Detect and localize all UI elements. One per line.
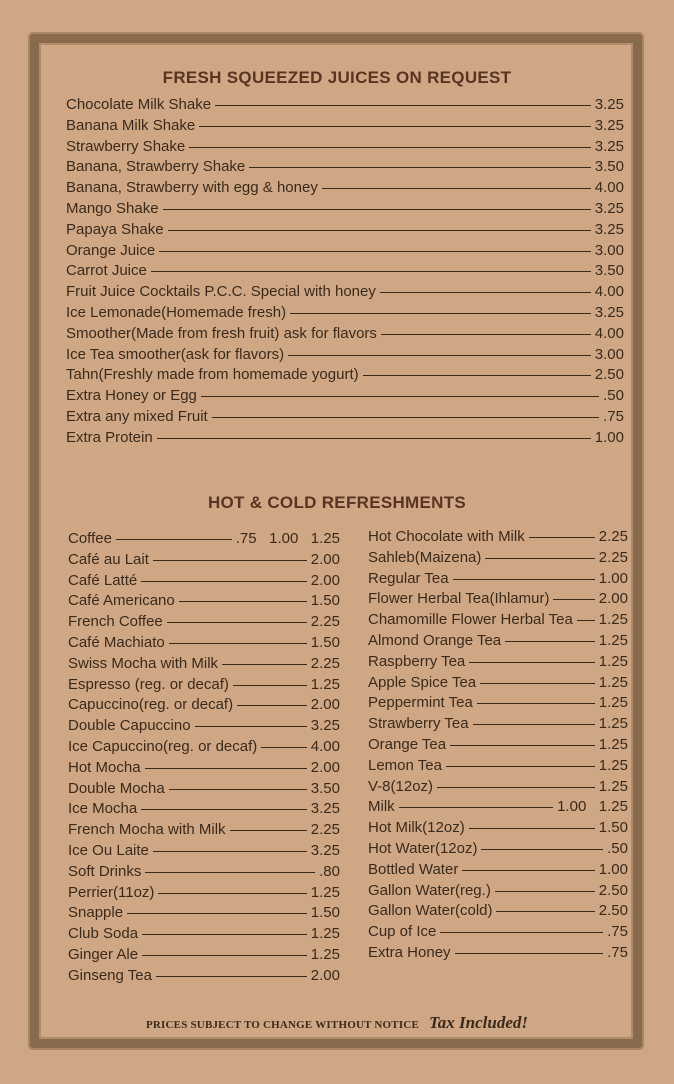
leader-line — [153, 851, 307, 852]
menu-item-name: Apple Spice Tea — [368, 673, 477, 691]
leader-line — [199, 126, 591, 127]
menu-item-row — [368, 818, 628, 838]
menu-item-name: Orange Juice — [66, 241, 156, 259]
menu-item-row — [68, 945, 340, 965]
leader-line — [145, 768, 307, 769]
menu-item-name: Double Capuccino — [68, 717, 191, 735]
menu-item-name: Raspberry Tea — [368, 652, 466, 670]
menu-item-name: Orange Tea — [368, 736, 447, 753]
leader-line — [156, 976, 307, 977]
menu-item-price: .75 — [607, 944, 628, 961]
leader-line — [473, 724, 595, 725]
menu-item-name: Banana, Strawberry Shake — [66, 158, 246, 176]
menu-item-price: 3.25 — [594, 304, 624, 321]
leader-line — [159, 251, 591, 252]
menu-item-price: 3.50 — [594, 158, 624, 176]
menu-item-price: 1.25 — [598, 652, 628, 670]
menu-item-row — [68, 675, 340, 695]
menu-item-name: Café au Lait — [68, 550, 149, 568]
menu-item-price: 3.50 — [310, 779, 340, 797]
leader-line — [169, 643, 307, 644]
menu-item-price: .80 — [319, 862, 340, 880]
menu-item-row — [368, 777, 628, 797]
leader-line — [505, 641, 595, 642]
menu-item-name: Gallon Water(reg.) — [368, 881, 491, 899]
menu-item-price: 1.00 1.25 — [557, 798, 628, 816]
menu-item-name: Papaya Shake — [66, 220, 164, 238]
leader-line — [437, 787, 595, 788]
menu-item-row — [368, 922, 628, 942]
leader-line — [480, 683, 595, 684]
menu-item-row — [368, 569, 628, 589]
menu-item-row — [368, 714, 628, 734]
menu-item-name: Tahn(Freshly made from homemade yogurt) — [66, 366, 359, 384]
menu-item-name: Hot Mocha — [68, 758, 141, 776]
menu-item-name: Almond Orange Tea — [368, 632, 502, 649]
menu-item-price: 2.50 — [594, 366, 624, 384]
menu-item-row — [68, 695, 340, 715]
menu-item-price: .50 — [607, 840, 628, 857]
menu-item-price: 1.50 — [310, 634, 340, 651]
menu-item-price: 1.50 — [310, 904, 340, 922]
menu-item-row — [66, 303, 624, 323]
menu-item-row — [66, 324, 624, 344]
menu-item-price: 3.25 — [594, 220, 624, 238]
menu-item-row — [66, 386, 624, 406]
menu-item-price: 1.50 — [598, 819, 628, 837]
menu-item-price: 2.50 — [598, 902, 628, 920]
menu-item-price: 1.25 — [598, 715, 628, 733]
leader-line — [485, 558, 594, 559]
leader-line — [167, 622, 307, 623]
menu-item-name: Café Latté — [68, 571, 138, 589]
menu-item-name: Soft Drinks — [68, 862, 142, 880]
menu-item-name: Extra Protein — [66, 428, 153, 446]
menu-item-row — [68, 862, 340, 882]
menu-item-price: .75 — [603, 408, 624, 425]
menu-item-price: 3.25 — [310, 842, 340, 859]
menu-item-row — [68, 529, 340, 549]
leader-line — [481, 849, 603, 850]
menu-item-price: 1.50 — [310, 592, 340, 610]
menu-item-name: Sahleb(Maizena) — [368, 548, 482, 566]
menu-item-price: 1.25 — [598, 777, 628, 795]
menu-item-name: Ginseng Tea — [68, 966, 152, 984]
leader-line — [222, 664, 307, 665]
menu-item-name: Double Mocha — [68, 779, 165, 797]
menu-item-price: 1.25 — [598, 694, 628, 712]
menu-item-row — [68, 612, 340, 632]
leader-line — [440, 932, 603, 933]
menu-item-row — [68, 924, 340, 944]
menu-item-row — [68, 716, 340, 736]
leader-line — [322, 188, 591, 189]
menu-item-name: Smoother(Made from fresh fruit) ask for flavors — [66, 324, 377, 342]
menu-item-name: Lemon Tea — [368, 756, 442, 774]
leader-line — [469, 662, 595, 663]
menu-item-name: Hot Water(12oz) — [368, 840, 478, 857]
leader-line — [201, 396, 599, 397]
menu-item-name: Ice Mocha — [68, 800, 138, 818]
menu-item-row — [66, 157, 624, 177]
menu-item-name: Chamomille Flower Herbal Tea — [368, 611, 573, 629]
menu-item-name: Chocolate Milk Shake — [66, 96, 212, 113]
menu-item-price: 3.50 — [594, 262, 624, 280]
menu-item-row — [68, 550, 340, 570]
menu-item-row — [66, 116, 624, 136]
menu-item-name: Milk — [368, 798, 395, 816]
menu-item-name: Strawberry Shake — [66, 137, 186, 155]
menu-item-row — [66, 365, 624, 385]
menu-item-name: Ice Tea smoother(ask for flavors) — [66, 345, 285, 363]
menu-item-name: Peppermint Tea — [368, 694, 473, 712]
menu-item-name: Ice Lemonade(Homemade fresh) — [66, 304, 287, 321]
menu-item-row — [368, 860, 628, 880]
leader-line — [495, 891, 595, 892]
menu-item-price: 3.25 — [594, 96, 624, 113]
menu-item-row — [368, 548, 628, 568]
menu-item-row — [66, 428, 624, 448]
menu-item-price: 1.25 — [598, 673, 628, 691]
menu-item-price: 1.25 — [598, 736, 628, 753]
menu-item-row — [66, 178, 624, 198]
leader-line — [380, 292, 591, 293]
menu-item-name: Perrier(11oz) — [68, 883, 155, 901]
leader-line — [529, 537, 595, 538]
menu-item-row — [68, 820, 340, 840]
menu-item-row — [68, 758, 340, 778]
menu-item-price: 2.25 — [310, 613, 340, 631]
menu-item-row — [66, 137, 624, 157]
menu-item-name: Strawberry Tea — [368, 715, 469, 733]
leader-line — [261, 747, 307, 748]
menu-item-price: 1.25 — [310, 675, 340, 693]
leader-line — [163, 209, 591, 210]
menu-item-row — [368, 652, 628, 672]
menu-item-price: 1.00 — [598, 860, 628, 878]
menu-item-row — [368, 839, 628, 859]
leader-line — [577, 620, 595, 621]
menu-item-name: Hot Milk(12oz) — [368, 819, 465, 837]
menu-item-price: 2.25 — [310, 654, 340, 672]
menu-item-price: 4.00 — [594, 179, 624, 197]
menu-item-price: 1.25 — [598, 756, 628, 774]
menu-item-name: Regular Tea — [368, 569, 449, 587]
menu-item-row — [68, 779, 340, 799]
leader-line — [189, 147, 591, 148]
menu-item-name: Ice Capuccino(reg. or decaf) — [68, 738, 258, 755]
menu-item-price: 2.00 — [598, 590, 628, 608]
leader-line — [141, 581, 307, 582]
menu-item-row — [368, 610, 628, 630]
menu-item-price: 2.00 — [310, 696, 340, 714]
leader-line — [116, 539, 232, 540]
menu-item-name: Gallon Water(cold) — [368, 902, 493, 920]
menu-item-name: Hot Chocolate with Milk — [368, 528, 525, 545]
menu-item-name: Extra any mixed Fruit — [66, 408, 208, 425]
leader-line — [215, 105, 591, 106]
leader-line — [168, 230, 591, 231]
menu-item-row — [368, 673, 628, 693]
leader-line — [127, 913, 307, 914]
menu-item-row — [368, 943, 628, 963]
menu-item-price: 3.00 — [594, 241, 624, 259]
leader-line — [455, 953, 604, 954]
menu-item-price: 1.00 — [598, 569, 628, 587]
menu-item-price: 3.00 — [594, 345, 624, 363]
menu-item-row — [368, 693, 628, 713]
menu-item-price: 1.25 — [310, 925, 340, 943]
menu-item-name: Bottled Water — [368, 860, 459, 878]
menu-item-name: French Mocha with Milk — [68, 821, 226, 839]
menu-item-name: Extra Honey or Egg — [66, 387, 197, 405]
menu-item-name: Capuccino(reg. or decaf) — [68, 696, 234, 714]
menu-item-price: 2.00 — [310, 966, 340, 984]
menu-item-name: Banana, Strawberry with egg & honey — [66, 179, 318, 197]
menu-item-price: 2.00 — [310, 571, 340, 589]
menu-item-name: Fruit Juice Cocktails P.C.C. Special with honey — [66, 283, 376, 301]
leader-line — [179, 601, 307, 602]
menu-item-row — [68, 966, 340, 986]
menu-item-name: Carrot Juice — [66, 262, 147, 280]
menu-item-row — [368, 527, 628, 547]
menu-item-row — [66, 241, 624, 261]
menu-item-name: Banana Milk Shake — [66, 116, 196, 134]
leader-line — [249, 167, 591, 168]
menu-item-name: V-8(12oz) — [368, 777, 434, 795]
leader-line — [399, 807, 553, 808]
leader-line — [288, 355, 591, 356]
menu-item-row — [68, 633, 340, 653]
leader-line — [169, 789, 307, 790]
menu-item-name: Flower Herbal Tea(Ihlamur) — [368, 590, 550, 608]
leader-line — [462, 870, 594, 871]
menu-item-price: 4.00 — [594, 283, 624, 301]
menu-item-price: 2.25 — [598, 548, 628, 566]
leader-line — [453, 579, 595, 580]
menu-item-row — [68, 571, 340, 591]
leader-line — [290, 313, 591, 314]
menu-item-row — [66, 261, 624, 281]
menu-item-price: 2.50 — [598, 881, 628, 899]
juices-section-title: FRESH SQUEEZED JUICES ON REQUEST — [162, 68, 512, 87]
leader-line — [142, 934, 307, 935]
menu-item-row — [68, 883, 340, 903]
menu-item-price: 1.25 — [598, 611, 628, 629]
menu-item-price: 3.25 — [594, 200, 624, 217]
leader-line — [450, 745, 595, 746]
leader-line — [469, 828, 595, 829]
menu-item-name: Café Americano — [68, 592, 175, 610]
leader-line — [233, 685, 307, 686]
menu-item-price: .75 — [607, 923, 628, 941]
menu-item-price: 4.00 — [310, 738, 340, 755]
leader-line — [195, 726, 307, 727]
menu-item-row — [368, 881, 628, 901]
menu-item-price: 1.25 — [310, 946, 340, 963]
menu-item-price: 2.00 — [310, 550, 340, 568]
leader-line — [237, 705, 307, 706]
menu-item-name: Ginger Ale — [68, 946, 139, 963]
menu-item-price: 3.25 — [310, 800, 340, 818]
menu-item-row — [66, 282, 624, 302]
menu-item-row — [68, 654, 340, 674]
menu-item-name: French Coffee — [68, 613, 163, 631]
menu-item-row — [368, 756, 628, 776]
menu-item-name: Mango Shake — [66, 200, 159, 217]
price-change-note: PRICES SUBJECT TO CHANGE WITHOUT NOTICE — [145, 1019, 419, 1031]
menu-item-price: 2.00 — [310, 758, 340, 776]
leader-line — [381, 334, 591, 335]
leader-line — [158, 893, 306, 894]
leader-line — [141, 809, 307, 810]
menu-item-name: Ice Ou Laite — [68, 842, 149, 859]
menu-item-row — [66, 199, 624, 219]
menu-item-row — [368, 797, 628, 817]
leader-line — [496, 911, 594, 912]
menu-item-name: Snapple — [68, 904, 124, 922]
leader-line — [363, 375, 591, 376]
leader-line — [477, 703, 595, 704]
menu-item-row — [368, 631, 628, 651]
leader-line — [553, 599, 594, 600]
menu-item-row — [66, 407, 624, 427]
menu-item-row — [68, 591, 340, 611]
menu-item-price: 1.25 — [598, 632, 628, 649]
menu-item-name: Café Machiato — [68, 634, 165, 651]
menu-item-price: .75 1.00 1.25 — [235, 530, 340, 547]
menu-item-price: 2.25 — [310, 821, 340, 839]
menu-item-row — [66, 95, 624, 115]
menu-item-price: 3.25 — [594, 137, 624, 155]
menu-item-name: Club Soda — [68, 925, 139, 943]
tax-included-note: Tax Included! — [428, 1013, 529, 1032]
menu-item-name: Cup of Ice — [368, 923, 437, 941]
menu-item-name: Coffee — [68, 530, 112, 547]
menu-item-row — [68, 841, 340, 861]
menu-item-price: 3.25 — [594, 116, 624, 134]
leader-line — [157, 438, 591, 439]
menu-item-price: 1.00 — [594, 428, 624, 446]
menu-item-price: 3.25 — [310, 717, 340, 735]
menu-item-price: 2.25 — [598, 528, 628, 545]
menu-item-row — [368, 589, 628, 609]
footer — [0, 1013, 674, 1033]
leader-line — [142, 955, 307, 956]
leader-line — [151, 271, 591, 272]
refreshments-section-title: HOT & COLD REFRESHMENTS — [207, 493, 467, 512]
menu-item-row — [68, 799, 340, 819]
leader-line — [145, 872, 315, 873]
menu-item-price: 4.00 — [594, 324, 624, 342]
menu-item-row — [66, 220, 624, 240]
menu-item-row — [68, 737, 340, 757]
menu-item-name: Espresso (reg. or decaf) — [68, 675, 229, 693]
menu-item-name: Extra Honey — [368, 944, 451, 961]
leader-line — [230, 830, 307, 831]
menu-item-row — [66, 345, 624, 365]
leader-line — [446, 766, 595, 767]
menu-item-row — [368, 735, 628, 755]
leader-line — [153, 560, 307, 561]
menu-item-name: Swiss Mocha with Milk — [68, 654, 219, 672]
menu-item-row — [368, 901, 628, 921]
menu-item-row — [68, 903, 340, 923]
menu-item-price: 1.25 — [310, 883, 340, 901]
leader-line — [212, 417, 599, 418]
menu-item-price: .50 — [603, 387, 624, 405]
